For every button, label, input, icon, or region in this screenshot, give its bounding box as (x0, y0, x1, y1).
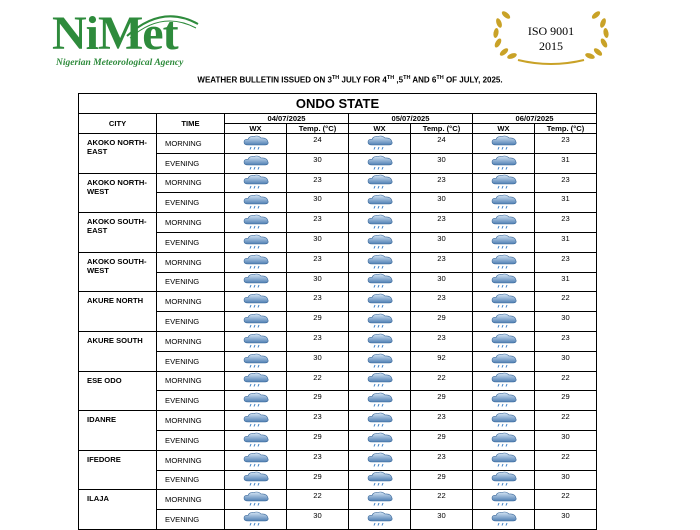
temperature-value: 29 (287, 430, 349, 450)
time-of-day: MORNING (157, 490, 225, 510)
temperature-value: 24 (411, 134, 473, 154)
weather-cell (225, 371, 287, 391)
time-of-day: EVENING (157, 272, 225, 292)
temperature-value: 29 (411, 430, 473, 450)
cloud-rain-icon (242, 155, 270, 172)
cloud-rain-icon (242, 135, 270, 152)
temperature-value: 29 (287, 312, 349, 332)
temperature-value: 23 (287, 292, 349, 312)
wx-header: WX (225, 124, 287, 134)
table-row (79, 450, 597, 470)
weather-cell (225, 292, 287, 312)
table-row (79, 391, 597, 411)
weather-cell (473, 193, 535, 213)
weather-cell (473, 470, 535, 490)
weather-cell (349, 470, 411, 490)
cloud-rain-icon (490, 372, 518, 389)
temperature-value: 23 (411, 331, 473, 351)
city-name: AKOKO NORTH-EAST (79, 134, 157, 174)
cloud-rain-icon (490, 234, 518, 251)
weather-cell (225, 252, 287, 272)
time-of-day: EVENING (157, 470, 225, 490)
weather-cell (473, 371, 535, 391)
temperature-value: 23 (287, 450, 349, 470)
time-of-day: MORNING (157, 450, 225, 470)
table-row (79, 470, 597, 490)
city-name: AKOKO SOUTH-EAST (79, 213, 157, 253)
time-of-day: MORNING (157, 213, 225, 233)
weather-cell (225, 312, 287, 332)
nimet-logo (52, 6, 222, 72)
weather-cell (473, 153, 535, 173)
weather-cell (349, 173, 411, 193)
weather-cell (349, 351, 411, 371)
temperature-value: 23 (411, 292, 473, 312)
table-row (79, 292, 597, 312)
table-row (79, 411, 597, 431)
time-of-day: EVENING (157, 312, 225, 332)
cloud-rain-icon (242, 452, 270, 469)
temperature-value: 30 (287, 272, 349, 292)
table-row (79, 351, 597, 371)
weather-cell (349, 292, 411, 312)
date-header: 04/07/2025 (225, 114, 349, 124)
cloud-rain-icon (242, 372, 270, 389)
temperature-value: 23 (411, 213, 473, 233)
temperature-value: 29 (411, 470, 473, 490)
weather-cell (225, 450, 287, 470)
weather-cell (225, 470, 287, 490)
weather-cell (473, 391, 535, 411)
time-of-day: MORNING (157, 252, 225, 272)
temperature-value: 23 (287, 411, 349, 431)
cloud-rain-icon (366, 234, 394, 251)
table-row (79, 153, 597, 173)
cloud-rain-icon (366, 174, 394, 191)
cloud-rain-icon (366, 353, 394, 370)
temperature-value: 22 (535, 411, 597, 431)
cloud-rain-icon (490, 214, 518, 231)
weather-cell (473, 173, 535, 193)
temperature-value: 30 (411, 272, 473, 292)
time-of-day: EVENING (157, 510, 225, 530)
weather-cell (349, 232, 411, 252)
cloud-rain-icon (490, 511, 518, 528)
temp-header: Temp. (°C) (287, 124, 349, 134)
weather-cell (225, 411, 287, 431)
temperature-value: 30 (535, 430, 597, 450)
temperature-value: 30 (287, 510, 349, 530)
table-row (79, 331, 597, 351)
city-name: AKURE SOUTH (79, 331, 157, 371)
time-of-day: MORNING (157, 371, 225, 391)
cloud-rain-icon (242, 313, 270, 330)
cloud-rain-icon (366, 254, 394, 271)
weather-cell (349, 252, 411, 272)
weather-cell (473, 430, 535, 450)
cloud-rain-icon (490, 333, 518, 350)
temperature-value: 30 (287, 232, 349, 252)
weather-cell (225, 331, 287, 351)
weather-cell (225, 351, 287, 371)
cloud-rain-icon (366, 392, 394, 409)
temperature-value: 23 (411, 411, 473, 431)
weather-cell (349, 312, 411, 332)
weather-cell (225, 213, 287, 233)
weather-cell (349, 411, 411, 431)
weather-cell (349, 450, 411, 470)
weather-cell (225, 173, 287, 193)
table-row (79, 134, 597, 154)
weather-cell (225, 272, 287, 292)
time-of-day: EVENING (157, 193, 225, 213)
cloud-rain-icon (242, 174, 270, 191)
city-name: AKOKO NORTH-WEST (79, 173, 157, 213)
weather-cell (349, 371, 411, 391)
time-of-day: MORNING (157, 292, 225, 312)
temperature-value: 30 (411, 232, 473, 252)
cloud-rain-icon (490, 194, 518, 211)
temperature-value: 22 (411, 371, 473, 391)
cloud-rain-icon (366, 155, 394, 172)
weather-cell (225, 153, 287, 173)
cloud-rain-icon (366, 511, 394, 528)
iso-year: 2015 (539, 39, 563, 53)
cloud-rain-icon (366, 372, 394, 389)
temperature-value: 23 (287, 213, 349, 233)
cloud-rain-icon (242, 432, 270, 449)
temperature-value: 23 (535, 134, 597, 154)
weather-cell (225, 193, 287, 213)
temperature-value: 30 (535, 351, 597, 371)
cloud-rain-icon (242, 273, 270, 290)
weather-cell (349, 331, 411, 351)
weather-cell (349, 391, 411, 411)
table-row (79, 173, 597, 193)
cloud-rain-icon (242, 254, 270, 271)
temperature-value: 29 (411, 391, 473, 411)
cloud-rain-icon (490, 293, 518, 310)
temperature-value: 30 (287, 351, 349, 371)
table-row (79, 213, 597, 233)
cloud-rain-icon (490, 471, 518, 488)
city-name: AKOKO SOUTH-WEST (79, 252, 157, 292)
weather-cell (349, 134, 411, 154)
temperature-value: 24 (287, 134, 349, 154)
weather-cell (349, 430, 411, 450)
weather-cell (349, 153, 411, 173)
cloud-rain-icon (366, 135, 394, 152)
cloud-rain-icon (242, 214, 270, 231)
forecast-table (78, 93, 597, 530)
weather-cell (225, 232, 287, 252)
weather-cell (225, 430, 287, 450)
iso-badge (488, 8, 614, 66)
col-time: TIME (157, 114, 225, 134)
cloud-rain-icon (490, 412, 518, 429)
col-city: CITY (79, 114, 157, 134)
temperature-value: 23 (411, 252, 473, 272)
weather-cell (473, 134, 535, 154)
cloud-rain-icon (242, 392, 270, 409)
time-of-day: EVENING (157, 430, 225, 450)
cloud-rain-icon (366, 214, 394, 231)
iso-standard: ISO 9001 (527, 24, 575, 38)
weather-cell (473, 213, 535, 233)
cloud-rain-icon (242, 353, 270, 370)
cloud-rain-icon (490, 273, 518, 290)
time-of-day: EVENING (157, 351, 225, 371)
weather-cell (473, 272, 535, 292)
temperature-value: 22 (535, 292, 597, 312)
time-of-day: EVENING (157, 232, 225, 252)
weather-cell (349, 510, 411, 530)
city-name: IDANRE (79, 411, 157, 451)
time-of-day: EVENING (157, 391, 225, 411)
forecast-table-container (78, 93, 596, 530)
temperature-value: 22 (287, 490, 349, 510)
temperature-value: 23 (287, 331, 349, 351)
weather-cell (473, 450, 535, 470)
temperature-value: 22 (535, 450, 597, 470)
weather-cell (473, 351, 535, 371)
bulletin-title: WEATHER BULLETIN ISSUED ON 3TH JULY FOR 4TH ,5TH AND 6TH OF JULY, 2025. (197, 75, 503, 85)
cloud-rain-icon (490, 353, 518, 370)
cloud-rain-icon (366, 471, 394, 488)
table-row (79, 272, 597, 292)
temperature-value: 29 (535, 391, 597, 411)
temperature-value: 23 (287, 173, 349, 193)
city-name: AKURE NORTH (79, 292, 157, 332)
weather-cell (349, 193, 411, 213)
cloud-rain-icon (490, 432, 518, 449)
temperature-value: 30 (287, 193, 349, 213)
temperature-value: 23 (535, 331, 597, 351)
weather-cell (473, 510, 535, 530)
city-name: ILAJA (79, 490, 157, 530)
cloud-rain-icon (490, 452, 518, 469)
temperature-value: 30 (411, 193, 473, 213)
time-of-day: MORNING (157, 173, 225, 193)
cloud-rain-icon (366, 313, 394, 330)
temperature-value: 29 (411, 312, 473, 332)
cloud-rain-icon (490, 135, 518, 152)
temperature-value: 22 (535, 490, 597, 510)
time-of-day: MORNING (157, 331, 225, 351)
forecast-body (79, 134, 597, 530)
temperature-value: 22 (287, 371, 349, 391)
cloud-rain-icon (490, 174, 518, 191)
temperature-value: 30 (287, 153, 349, 173)
temp-header: Temp. (°C) (535, 124, 597, 134)
weather-cell (473, 411, 535, 431)
time-of-day: EVENING (157, 153, 225, 173)
date-header: 06/07/2025 (473, 114, 597, 124)
cloud-rain-icon (366, 293, 394, 310)
temperature-value: 31 (535, 232, 597, 252)
temperature-value: 30 (411, 153, 473, 173)
cloud-rain-icon (242, 333, 270, 350)
cloud-rain-icon (242, 412, 270, 429)
cloud-rain-icon (366, 432, 394, 449)
weather-cell (225, 391, 287, 411)
temperature-value: 30 (535, 470, 597, 490)
table-row (79, 371, 597, 391)
city-name: ESE ODO (79, 371, 157, 411)
logo-wordmark: NiMet (52, 7, 178, 60)
cloud-rain-icon (242, 511, 270, 528)
cloud-rain-icon (490, 313, 518, 330)
weather-cell (349, 272, 411, 292)
cloud-rain-icon (366, 452, 394, 469)
temperature-value: 31 (535, 193, 597, 213)
city-name: IFEDORE (79, 450, 157, 490)
table-row (79, 312, 597, 332)
time-of-day: MORNING (157, 134, 225, 154)
temperature-value: 22 (535, 371, 597, 391)
temperature-value: 30 (411, 510, 473, 530)
cloud-rain-icon (366, 412, 394, 429)
table-row (79, 252, 597, 272)
temperature-value: 22 (411, 490, 473, 510)
weather-cell (473, 292, 535, 312)
state-title: ONDO STATE (79, 94, 597, 114)
logo-agency-name: Nigerian Meteorological Agency (56, 58, 184, 68)
weather-cell (473, 252, 535, 272)
weather-cell (225, 510, 287, 530)
cloud-rain-icon (366, 194, 394, 211)
time-of-day: MORNING (157, 411, 225, 431)
cloud-rain-icon (242, 471, 270, 488)
temperature-value: 30 (535, 510, 597, 530)
table-row (79, 430, 597, 450)
weather-cell (225, 134, 287, 154)
temperature-value: 29 (287, 391, 349, 411)
cloud-rain-icon (490, 155, 518, 172)
temperature-value: 30 (535, 312, 597, 332)
table-row (79, 232, 597, 252)
cloud-rain-icon (490, 254, 518, 271)
wx-header: WX (349, 124, 411, 134)
cloud-rain-icon (242, 234, 270, 251)
temperature-value: 23 (411, 173, 473, 193)
temperature-value: 23 (411, 450, 473, 470)
temperature-value: 23 (535, 173, 597, 193)
cloud-rain-icon (366, 333, 394, 350)
iso-label (488, 24, 614, 54)
cloud-rain-icon (366, 273, 394, 290)
weather-cell (473, 331, 535, 351)
weather-cell (473, 232, 535, 252)
weather-cell (349, 213, 411, 233)
cloud-rain-icon (242, 293, 270, 310)
cloud-rain-icon (242, 194, 270, 211)
temperature-value: 92 (411, 351, 473, 371)
date-header: 05/07/2025 (349, 114, 473, 124)
temperature-value: 23 (535, 252, 597, 272)
table-row (79, 510, 597, 530)
temp-header: Temp. (°C) (411, 124, 473, 134)
table-row (79, 193, 597, 213)
temperature-value: 23 (287, 252, 349, 272)
weather-cell (473, 312, 535, 332)
document-header (0, 0, 700, 75)
wx-header: WX (473, 124, 535, 134)
temperature-value: 23 (535, 213, 597, 233)
temperature-value: 29 (287, 470, 349, 490)
temperature-value: 31 (535, 272, 597, 292)
temperature-value: 31 (535, 153, 597, 173)
cloud-rain-icon (490, 392, 518, 409)
